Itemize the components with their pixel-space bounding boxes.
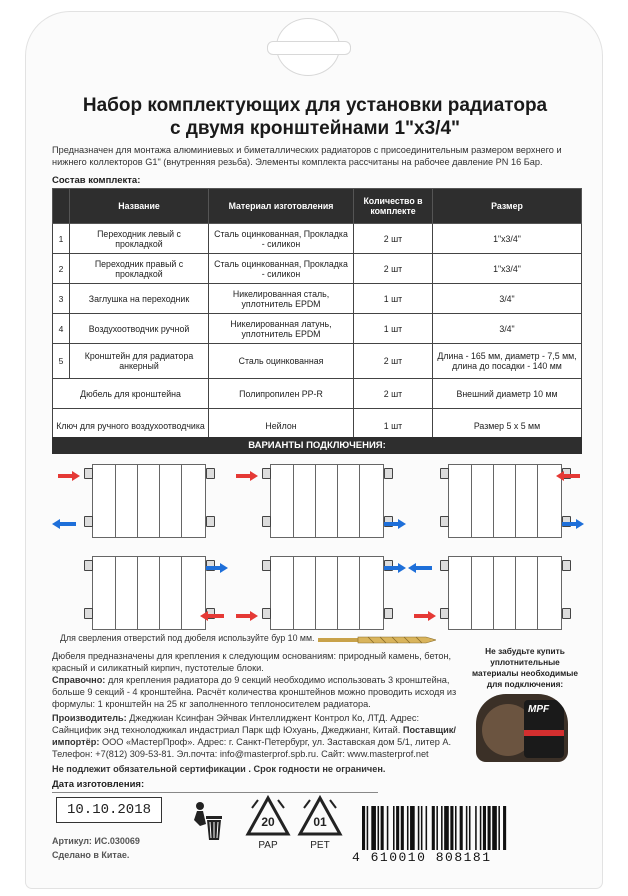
radiator-section (159, 557, 160, 629)
variant-diagram (408, 458, 584, 544)
adapter-icon (262, 608, 271, 619)
recycle-pet-number: 01 (313, 815, 327, 829)
row-qty: 2 шт (354, 344, 433, 379)
title-line-2: с двумя кронштейнами 1"х3/4" (169, 118, 461, 139)
supplier-text: ООО «МастерПроф». Адрес: г. Санкт-Петербург, ул. Заставская дом 5/1, литер А. Телефон: +7(812) 309-53-81. Эл.почта: info@masterprof.spb.ru. Сайт: www.masterprof.net (52, 737, 452, 759)
connection-variants-diagram (52, 458, 582, 636)
adapter-icon (440, 608, 449, 619)
row-size: 1"х3/4" (433, 224, 582, 254)
tube-stripe (524, 730, 564, 736)
barcode-bar (460, 806, 463, 850)
barcode-bar (498, 806, 500, 850)
adapter-icon (262, 516, 271, 527)
radiator-section (493, 557, 494, 629)
adapter-icon (440, 468, 449, 479)
row-num: 3 (53, 284, 70, 314)
radiator-section (181, 557, 182, 629)
adapter-icon (84, 608, 93, 619)
radiator-section (293, 465, 294, 537)
row-qty: 1 шт (354, 409, 433, 444)
recycle-pet-label: PET (310, 840, 330, 851)
row-name: Переходник левый с прокладкой (70, 224, 209, 254)
variant-diagram (52, 550, 228, 636)
producer-block (52, 712, 462, 760)
row-size: Длина - 165 мм, диаметр - 7,5 мм, длина до посадки - 140 мм (433, 344, 582, 379)
variant-diagram (230, 458, 406, 544)
radiator-icon (270, 556, 384, 630)
hang-hole (276, 18, 340, 76)
intro-text: Предназначен для монтажа алюминиевых и биметаллических радиаторов с присоединительным размером верхнего и нижнего коллекторов G1" (внутренняя резьба). Элементы комплекта рассчитаны на рабочее давление PN 16 Бар. (52, 145, 562, 167)
adapter-icon (206, 516, 215, 527)
reference-text: для крепления радиатора до 9 секций необходимо использовать 3 кронштейна, больше 9 секций - 4 кронштейна. Расчёт количества кронштейнов можно проводить исходя из формулы: 1 кронштейн на 25 кг заполненного теплоносителем радиатора. (52, 675, 457, 709)
row-num: 2 (53, 254, 70, 284)
barcode-bar (421, 806, 423, 850)
row-num: 5 (53, 344, 70, 379)
adapter-icon (84, 516, 93, 527)
row-size: 3/4" (433, 284, 582, 314)
row-name: Ключ для ручного воздухоотводчика (53, 409, 209, 444)
variant-diagram (408, 550, 584, 636)
radiator-section (359, 557, 360, 629)
cold-flow-arrow-icon (384, 520, 406, 528)
radiator-section (471, 465, 472, 537)
title-line-1: Набор комплектующих для установки радиатора (82, 95, 548, 116)
drill-bit-icon (318, 634, 436, 646)
row-qty: 1 шт (354, 314, 433, 344)
date-label: Дата изготовления: (52, 779, 145, 790)
barcode-bars (362, 806, 574, 850)
table-row (53, 224, 582, 254)
barcode-bar (362, 806, 365, 850)
row-name: Кронштейн для радиатора анкерный (70, 344, 209, 379)
barcode-bar (432, 806, 435, 850)
barcode-bar (401, 806, 404, 850)
divider (52, 792, 378, 793)
radiator-section (493, 465, 494, 537)
composition-label: Состав комплекта: (52, 175, 141, 186)
row-name: Дюбель для кронштейна (53, 379, 209, 409)
radiator-icon (92, 556, 206, 630)
barcode-digits: 4 610010 808181 (352, 850, 492, 865)
cold-flow-arrow-icon (562, 520, 584, 528)
barcode-bar (483, 806, 486, 850)
hot-flow-arrow-icon (414, 612, 436, 620)
barcode-bar (381, 806, 384, 850)
radiator-section (115, 557, 116, 629)
adapter-icon (384, 608, 393, 619)
table-header-material: Материал изготовления (209, 189, 354, 224)
adapter-icon (84, 468, 93, 479)
adapter-icon (262, 560, 271, 571)
barcode-bar (371, 806, 376, 850)
radiator-section (315, 465, 316, 537)
supplier-label: Поставщик/импортёр: (52, 725, 456, 747)
row-qty: 1 шт (354, 284, 433, 314)
remember-text: Не забудьте купить уплотнительные материалы необходимые для подключения: (472, 646, 578, 689)
adapter-icon (440, 516, 449, 527)
barcode-bar (444, 806, 449, 850)
row-qty: 2 шт (354, 379, 433, 409)
article-block (52, 834, 140, 862)
drill-text: Для сверления отверстий под дюбеля используйте бур 10 мм. (60, 633, 315, 643)
barcode-bar (475, 806, 477, 850)
cold-flow-arrow-icon (58, 520, 80, 528)
barcode-bar (378, 806, 380, 850)
cold-flow-arrow-icon (384, 564, 406, 572)
variant-diagram (230, 550, 406, 636)
adapter-icon (384, 468, 393, 479)
row-num: 4 (53, 314, 70, 344)
radiator-section (359, 465, 360, 537)
radiator-section (137, 557, 138, 629)
recycle-pap-icon (244, 794, 292, 852)
radiator-section (471, 557, 472, 629)
barcode-bar (469, 806, 471, 850)
barcode-bar (466, 806, 468, 850)
recycle-pet-icon (296, 794, 344, 852)
barcode-bar (492, 806, 497, 850)
row-name: Заглушка на переходник (70, 284, 209, 314)
cold-flow-arrow-icon (414, 564, 436, 572)
barcode-bar (367, 806, 369, 850)
row-size: 3/4" (433, 314, 582, 344)
row-material: Сталь оцинкованная, Прокладка - силикон (209, 224, 354, 254)
barcode-bar (441, 806, 443, 850)
row-material: Никелированная сталь, уплотнитель EPDM (209, 284, 354, 314)
barcode-bar (436, 806, 438, 850)
row-name: Переходник правый с прокладкой (70, 254, 209, 284)
radiator-icon (448, 464, 562, 538)
hot-flow-arrow-icon (236, 612, 258, 620)
hot-flow-arrow-icon (236, 472, 258, 480)
row-name: Воздухоотводчик ручной (70, 314, 209, 344)
article-number: Артикул: ИС.030069 (52, 836, 140, 846)
hot-flow-arrow-icon (562, 472, 584, 480)
adapter-icon (562, 560, 571, 571)
table-row (53, 314, 582, 344)
barcode (352, 806, 580, 866)
radiator-section (115, 465, 116, 537)
row-material: Никелированная латунь, уплотнитель EPDM (209, 314, 354, 344)
manufacture-date: 10.10.2018 (56, 797, 162, 823)
table-header-size: Размер (433, 189, 582, 224)
certification-text: Не подлежит обязательной сертификации . Срок годности не ограничен. (52, 764, 386, 774)
radiator-section (137, 465, 138, 537)
table-row (53, 344, 582, 379)
barcode-bar (480, 806, 482, 850)
radiator-icon (92, 464, 206, 538)
variant-diagram (52, 458, 228, 544)
reference-block (52, 674, 462, 710)
barcode-bar (407, 806, 409, 850)
table-header-num (53, 189, 70, 224)
mpf-logo: MPF (528, 704, 550, 715)
row-material: Полипропилен PP-R (209, 379, 354, 409)
adapter-icon (262, 468, 271, 479)
barcode-bar (410, 806, 415, 850)
table-row (53, 379, 582, 409)
radiator-section (315, 557, 316, 629)
row-material: Нейлон (209, 409, 354, 444)
producer-label: Производитель: (52, 713, 127, 723)
table-header-row (53, 189, 582, 224)
barcode-bar (396, 806, 399, 850)
row-num: 1 (53, 224, 70, 254)
barcode-bar (450, 806, 453, 850)
variants-header: ВАРИАНТЫ ПОДКЛЮЧЕНИЯ: (52, 437, 582, 454)
table-header-name: Название (70, 189, 209, 224)
radiator-section (337, 557, 338, 629)
kit-table (52, 188, 582, 444)
radiator-section (181, 465, 182, 537)
row-qty: 2 шт (354, 224, 433, 254)
radiator-section (515, 465, 516, 537)
row-material: Сталь оцинкованная, Прокладка - силикон (209, 254, 354, 284)
adapter-icon (440, 560, 449, 571)
hot-flow-arrow-icon (58, 472, 80, 480)
reference-label: Справочно: (52, 675, 106, 685)
table-header-qty: Количество в комплекте (354, 189, 433, 224)
row-size: Размер 5 х 5 мм (433, 409, 582, 444)
row-material: Сталь оцинкованная (209, 344, 354, 379)
radiator-icon (270, 464, 384, 538)
radiator-icon (448, 556, 562, 630)
barcode-bar (455, 806, 457, 850)
adapter-icon (562, 608, 571, 619)
radiator-section (159, 465, 160, 537)
radiator-section (537, 557, 538, 629)
barcode-bar (488, 806, 491, 850)
trash-bin-icon (184, 798, 230, 852)
barcode-bar (393, 806, 395, 850)
row-size: 1"х3/4" (433, 254, 582, 284)
recycle-pap-number: 20 (261, 815, 275, 829)
adapter-icon (84, 560, 93, 571)
table-row (53, 284, 582, 314)
barcode-bar (418, 806, 420, 850)
adapter-icon (206, 468, 215, 479)
cold-flow-arrow-icon (206, 564, 228, 572)
page-title (60, 94, 570, 140)
table-row (53, 254, 582, 284)
dowel-text: Дюбеля предназначены для крепления к следующим основаниям: природный камень, бетон, красный и силикатный кирпич, пустотелые блоки. (52, 651, 452, 673)
producer-text: Джеджиан Ксинфан Эйчвак Интеллиджент Контрол Ко, ЛТД. Адрес: Сайнцифик энд технолоджикал индастриал Парк щф Юхуань, Джеджианг, Китай. (52, 713, 419, 735)
hot-flow-arrow-icon (206, 612, 228, 620)
barcode-bar (426, 806, 428, 850)
barcode-bar (503, 806, 506, 850)
radiator-section (337, 465, 338, 537)
sealant-product-image (476, 694, 568, 762)
radiator-section (515, 557, 516, 629)
made-in: Сделано в Китае. (52, 850, 130, 860)
radiator-section (537, 465, 538, 537)
barcode-bar (387, 806, 389, 850)
row-size: Внешний диаметр 10 мм (433, 379, 582, 409)
radiator-section (293, 557, 294, 629)
row-qty: 2 шт (354, 254, 433, 284)
recycle-pap-label: PAP (258, 840, 278, 851)
